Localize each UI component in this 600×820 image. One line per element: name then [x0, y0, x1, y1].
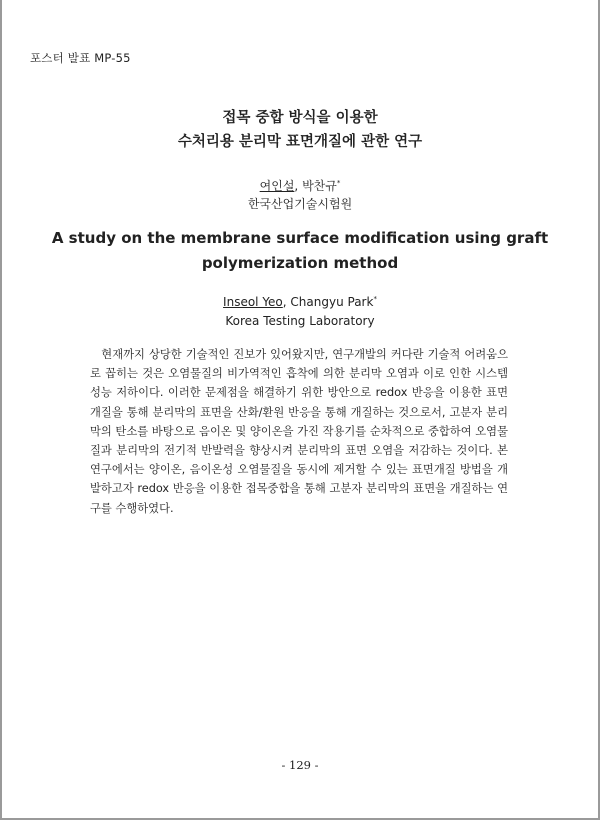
korean-title-line1: 접목 중합 방식을 이용한: [222, 110, 378, 126]
english-title: [40, 226, 560, 276]
english-author-line: [0, 290, 600, 312]
english-title-line1: A study on the membrane surface modification using graft: [51, 229, 549, 247]
corresponding-author-mark-ko: *: [336, 179, 341, 187]
korean-affiliation: 한국산업기술시험원: [247, 197, 353, 211]
english-affiliation: Korea Testing Laboratory: [225, 314, 375, 328]
poster-session-label: 포스터 발표 MP-55: [30, 51, 131, 65]
english-title-line2: polymerization method: [201, 254, 399, 272]
corresponding-author-mark-en: *: [373, 295, 377, 303]
page-number: - 129 -: [281, 758, 319, 772]
english-author-separator: ,: [282, 295, 291, 309]
abstract-paragraph: 현재까지 상당한 기술적인 진보가 있어왔지만, 연구개발의 커다란 기술적 어려움으로 꼽히는 것은 오염물질의 비가역적인 흡착에 의한 분리막 오염과 이로 인한 시스템 성능 저하이다. 이러한 문제점을 해결하기 위한 방안으로 redox 반응을 이용한 표면개질을 통해 분리막의 표면을 산화/환원 반응을 통해 개질하는 것으로서, 고분자 분리막의 탄소를 바탕으로 음이온 및 양이온을 가진 작용기를 순차적으로 중합하여 오염물질과 분리막의 전기적 반발력을 향상시켜 분리막의 표면 오염을 저감하는 것이다. 본 연구에서는 양이온, 음이온성 오염물질을 동시에 제거할 수 있는 표면개질 방법을 개발하고자 redox 반응을 이용한 접목중합을 통해 고분자 분리막의 표면을 개질하는 연구를 수행하였다.: [90, 348, 508, 515]
english-author-1: Inseol Yeo: [223, 295, 283, 309]
english-authors-block: [0, 290, 600, 331]
korean-title: [0, 106, 600, 154]
english-author-2: Changyu Park: [290, 295, 374, 309]
korean-author-line: [0, 174, 600, 195]
korean-authors-block: [0, 174, 600, 213]
korean-author-1: 여인설: [259, 179, 295, 193]
korean-author-2: 박찬규: [302, 179, 337, 193]
korean-author-separator: ,: [294, 179, 303, 193]
korean-title-line2: 수처리용 분리막 표면개질에 관한 연구: [177, 134, 423, 150]
